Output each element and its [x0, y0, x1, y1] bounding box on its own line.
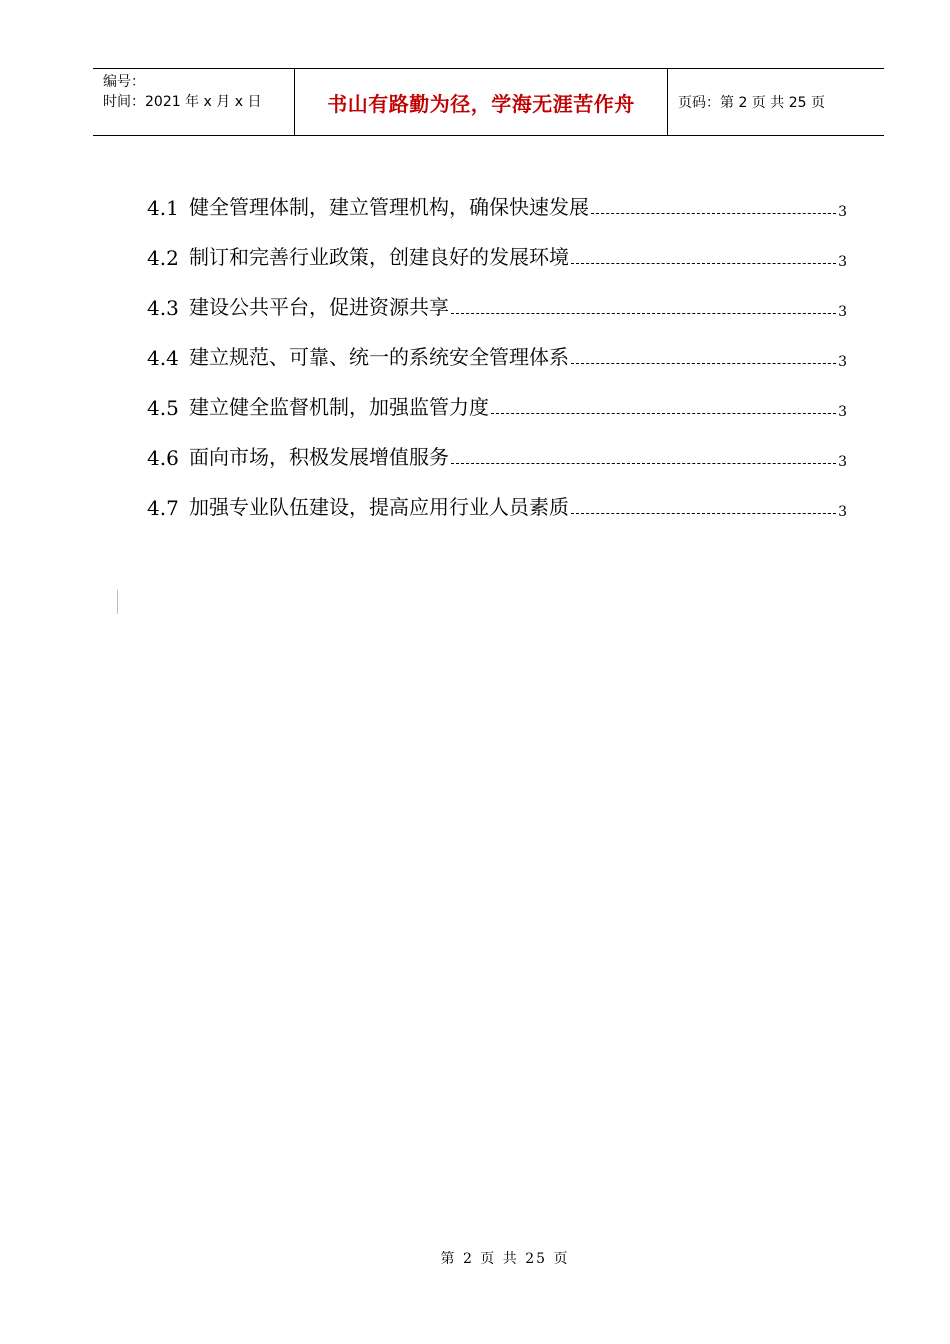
toc-number: 4.2 [147, 246, 179, 270]
toc-entry[interactable] [147, 220, 847, 270]
toc-page-number: 3 [838, 404, 847, 420]
toc-page-number: 3 [838, 454, 847, 470]
toc-page-number: 3 [838, 504, 847, 520]
toc-page-number: 3 [838, 204, 847, 220]
table-of-contents [147, 170, 847, 520]
toc-title: 制订和完善行业政策，创建良好的发展环境 [189, 245, 569, 269]
toc-number: 4.6 [147, 446, 179, 470]
header-motto: 书山有路勤为径，学海无涯苦作舟 [327, 91, 635, 116]
toc-leader [491, 413, 836, 414]
toc-number: 4.4 [147, 346, 179, 370]
toc-title: 面向市场，积极发展增值服务 [189, 445, 449, 469]
toc-number: 4.7 [147, 496, 179, 520]
toc-number: 4.3 [147, 296, 179, 320]
toc-entry[interactable] [147, 370, 847, 420]
toc-page-number: 3 [838, 254, 847, 270]
toc-entry[interactable] [147, 170, 847, 220]
toc-title: 建立健全监督机制，加强监管力度 [189, 395, 489, 419]
header-page-info: 页码：第 2 页 共 25 页 [678, 95, 825, 111]
toc-title: 建立规范、可靠、统一的系统安全管理体系 [189, 345, 569, 369]
toc-leader [571, 513, 836, 514]
toc-leader [571, 263, 836, 264]
text-cursor-mark [117, 590, 118, 614]
date-label: 时间：2021 年 x 月 x 日 [103, 94, 262, 110]
toc-leader [591, 213, 836, 214]
toc-page-number: 3 [838, 354, 847, 370]
header-meta-cell [93, 69, 295, 135]
toc-number: 4.1 [147, 196, 179, 220]
serial-number-label: 编号： [103, 74, 145, 90]
page-footer: 第 2 页 共 25 页 [440, 1251, 570, 1267]
toc-number: 4.5 [147, 396, 179, 420]
toc-leader [451, 463, 836, 464]
toc-title: 加强专业队伍建设，提高应用行业人员素质 [189, 495, 569, 519]
toc-entry[interactable] [147, 320, 847, 370]
page-header [93, 68, 884, 136]
toc-title: 建设公共平台，促进资源共享 [189, 295, 449, 319]
toc-entry[interactable] [147, 470, 847, 520]
toc-title: 健全管理体制，建立管理机构，确保快速发展 [189, 195, 589, 219]
toc-page-number: 3 [838, 304, 847, 320]
toc-leader [451, 313, 836, 314]
header-page-cell [668, 69, 884, 135]
toc-entry[interactable] [147, 270, 847, 320]
toc-entry[interactable] [147, 420, 847, 470]
toc-leader [571, 363, 836, 364]
header-motto-cell [295, 69, 668, 135]
